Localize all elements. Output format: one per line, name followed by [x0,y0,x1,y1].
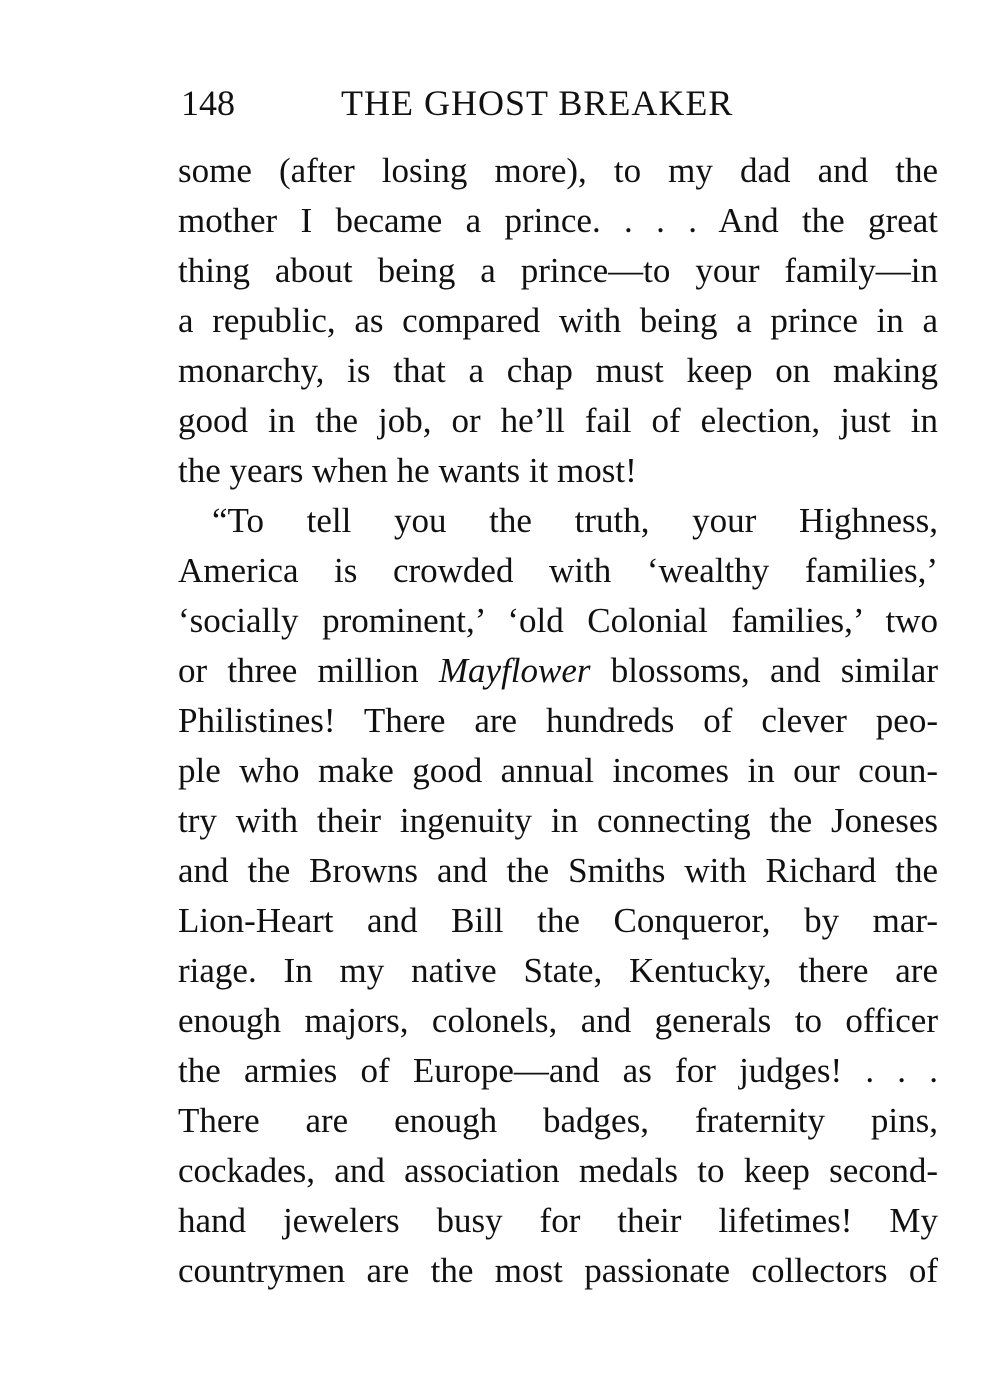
text-line: Philistines! There are hundreds of clever peo- [178,701,938,740]
body-text [178,146,938,1296]
text-line: hand jewelers busy for their lifetimes! My [178,1201,938,1240]
text-line: mother I became a prince. . . . And the great [178,201,938,240]
text-line: thing about being a prince—to your family—in [178,251,938,290]
text-line: cockades, and association medals to keep second- [178,1151,938,1190]
text-segment: blossoms, and similar [610,651,938,690]
text-line: a republic, as compared with being a prince in a [178,301,938,340]
text-line: good in the job, or he’ll fail of election, just in [178,401,938,440]
text-line: countrymen are the most passionate collectors of [178,1251,938,1290]
running-title: THE GHOST BREAKER [341,83,734,123]
italic-title: Mayflower [438,651,591,690]
text-line: monarchy, is that a chap must keep on making [178,351,938,390]
paragraph-end-line: the years when he wants it most! [178,451,637,490]
text-line: and the Browns and the Smiths with Richard the [178,851,938,890]
text-line: the armies of Europe—and as for judges! . . . [178,1051,938,1090]
text-line: ‘socially prominent,’ ‘old Colonial families,’ two [178,601,938,640]
text-line-with-italic [178,646,938,696]
text-line: riage. In my native State, Kentucky, there are [178,951,938,990]
text-line: try with their ingenuity in connecting the Joneses [178,801,938,840]
text-line: Lion-Heart and Bill the Conqueror, by mar- [178,901,938,940]
running-head [181,78,781,128]
text-line: some (after losing more), to my dad and the [178,151,938,190]
text-segment: or three million [178,651,419,690]
page-number: 148 [181,83,235,123]
text-line: ple who make good annual incomes in our coun- [178,751,938,790]
text-line: There are enough badges, fraternity pins, [178,1101,938,1140]
text-line: America is crowded with ‘wealthy families,’ [178,551,938,590]
text-line: enough majors, colonels, and generals to officer [178,1001,938,1040]
paragraph-start-line: “To tell you the truth, your Highness, [212,501,938,540]
